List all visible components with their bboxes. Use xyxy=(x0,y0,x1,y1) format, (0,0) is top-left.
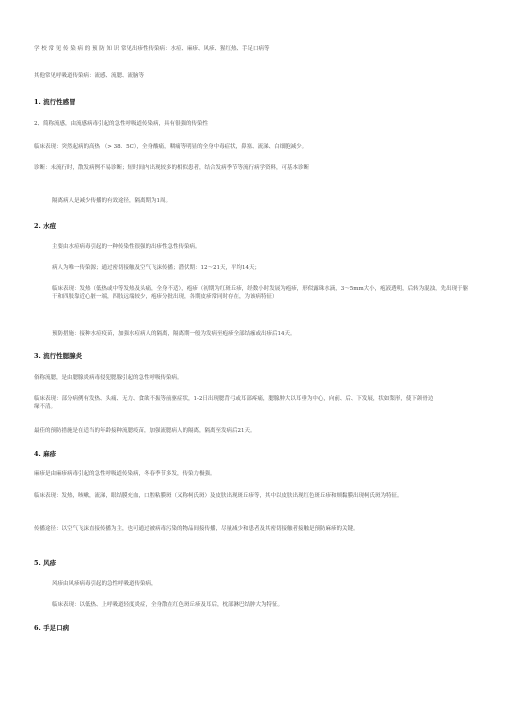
paragraph: 临床表现：发热，咳嗽，流涕，眼结膜充血，口腔粘膜斑（又称柯氏斑）及皮肤出现斑丘疹等，其中以皮肤出现红色斑丘疹和颊黏膜出现柯氏斑为特征。 xyxy=(34,493,403,499)
paragraph: 2、简称流感，由流感病毒引起的急性呼吸道传染病，具有很强的传染性 xyxy=(34,121,209,127)
paragraph: 最佳的预防措施是在适当的年龄接种流腮疫苗，加强流腮病人的隔离，隔离至发病后21天。 xyxy=(34,428,256,434)
paragraph: 主要由水痘病毒引起的一种传染性很强的出疹性急性传染病。 xyxy=(52,244,201,250)
paragraph: 预防措施：接种水痘疫苗，加强水痘病人的隔离，隔离期一般为发病至疱疹全部结痂或出疹后14天。 xyxy=(52,331,296,337)
paragraph: 病人为唯一传染源；通过密切接触及空气飞沫传播；潜伏期：12～21天，平均14天； xyxy=(52,265,260,271)
section-3-heading: 3. 流行性腮腺炎 xyxy=(34,352,83,360)
paragraph: 风疹由风疹病毒引起的急性呼吸道传染病， xyxy=(52,581,157,587)
paragraph: 传播途径：以空气飞沫直接传播为主，也可通过被病毒污染的物品间接传播，尽量减少和患者及其密切接触者接触是预防麻疹的关键。 xyxy=(34,526,359,532)
section-4-heading: 4. 麻疹 xyxy=(34,450,57,458)
paragraph: 隔离病人是减少传播的有效途径，隔离期为1周。 xyxy=(52,198,172,204)
document-title: 学 校 常 见 传 染 病 的 预 防 知 识 常见出疹性传染病：水痘、麻疹、风疹、猩红热、手足口病等 xyxy=(34,46,270,52)
paragraph: 临床表现：突然起病的高热 （> 38．5C），全身酸痛，咽痛等明显的全身中毒症状，鼻塞、流涕、白细胞减少。 xyxy=(34,144,308,150)
section-6-heading: 6. 手足口病 xyxy=(34,624,70,632)
paragraph: 临床表现：发热（低热或中等发热及头痛，全身不适），疱疹（初期为红斑丘疹，经数小时发展为疱疹，形似露珠水滴，3～5mm大小，疱液透明，后转为混浊，先出现于躯干和四肢靠近心脏一端，四肢远端较少，疱疹分批出现，各期皮疹常同时存在，为该病特征） xyxy=(52,286,469,300)
section-2-heading: 2. 水痘 xyxy=(34,222,57,230)
paragraph: 临床表现：部分病例有发热、头痛、无力、食欲不振等前驱症状，1-2日出现腮背弓或耳部疼痛，腮腺肿大以耳垂为中心，向前、后、下发展，状如梨形，使下颌骨边缘不清。 xyxy=(34,396,434,410)
paragraph: 临床表现：以低热、上呼吸道轻度炎症，全身散在红色斑丘疹及耳后，枕部淋巴结肿大为特征。 xyxy=(52,602,284,608)
paragraph: 麻疹是由麻疹病毒引起的急性呼吸道传染病，冬春季节多发，传染力极强。 xyxy=(34,471,216,477)
paragraph: 俗称流腮，是由腮腺炎病毒侵犯腮腺引起的急性呼吸传染病。 xyxy=(34,375,183,381)
intro-line: 其他常见呼吸道传染病：流感、流腮、流脑等 xyxy=(34,73,145,79)
section-1-heading: 1. 流行性感冒 xyxy=(34,98,76,106)
section-5-heading: 5. 风疹 xyxy=(34,559,57,567)
paragraph: 诊断：未流行时，散发病例不易诊断；短时间内出现较多的相似患者，结合发病季节等流行病学资料，可基本诊断 xyxy=(34,165,310,171)
